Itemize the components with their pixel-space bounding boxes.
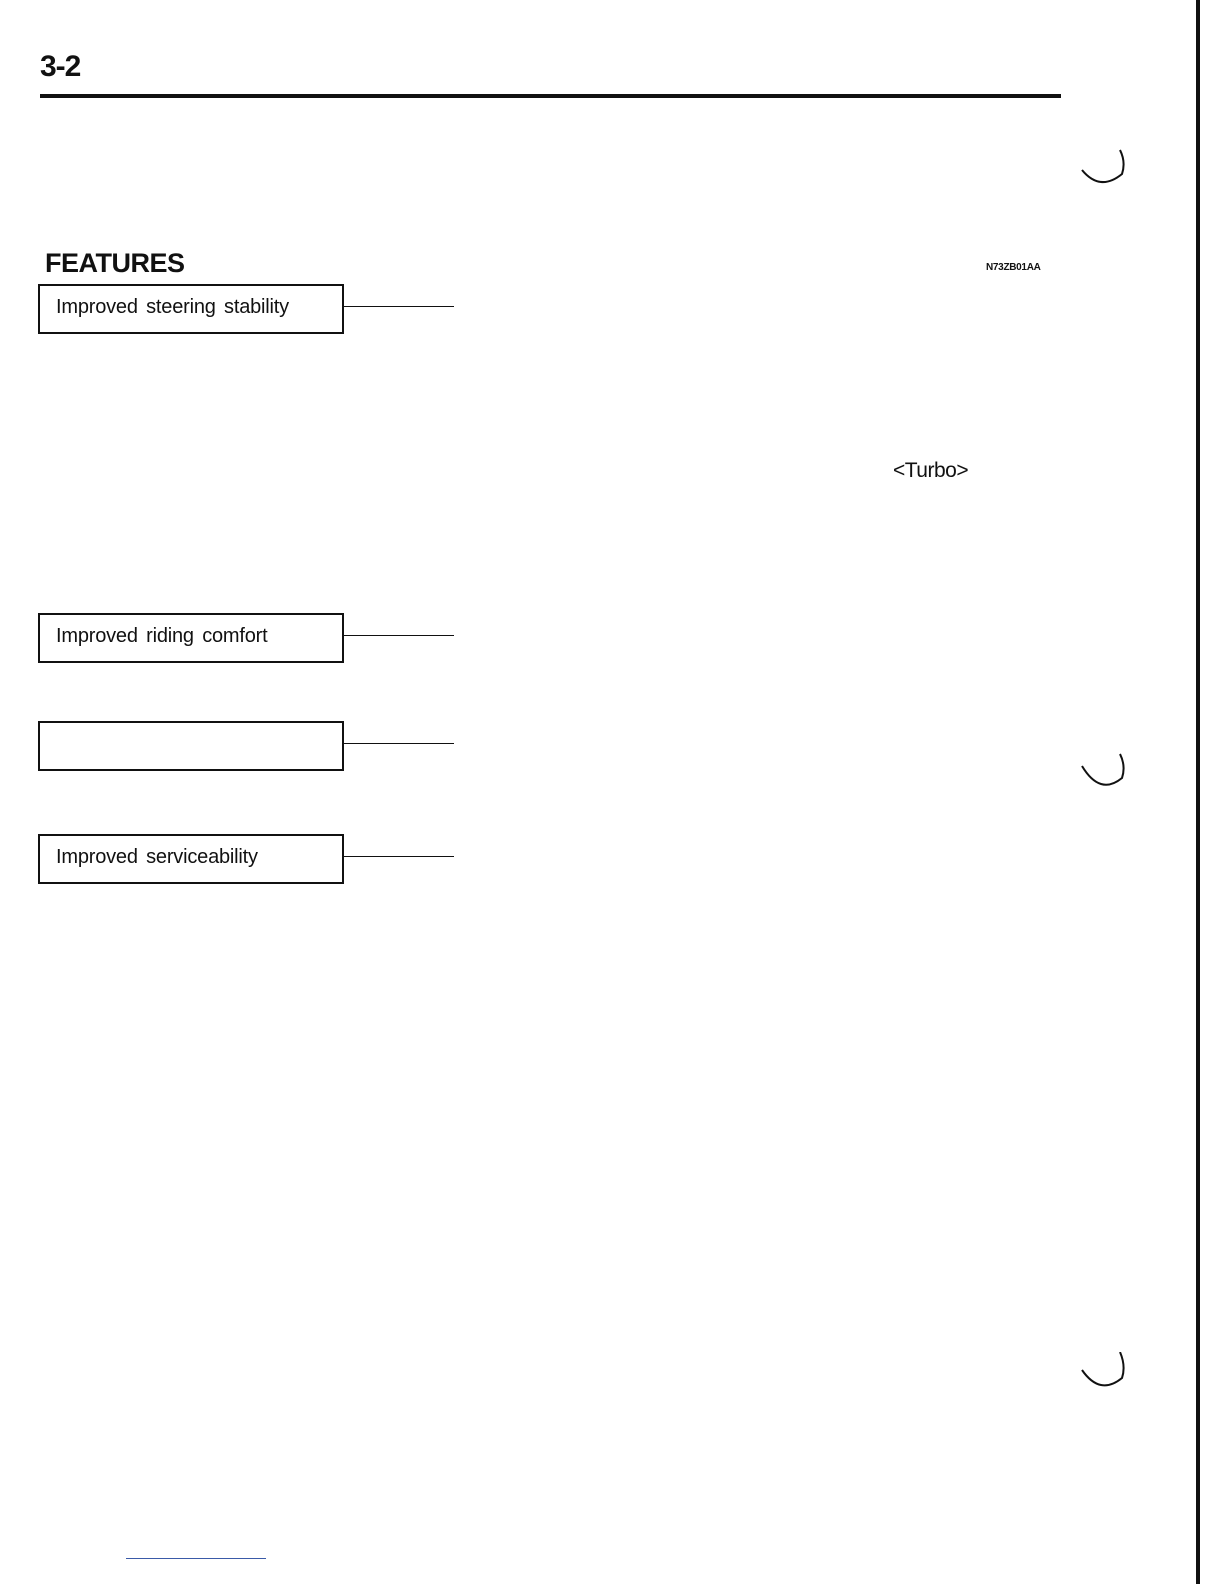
document-code: N73ZB01AA bbox=[986, 262, 1041, 273]
feature-box-steering bbox=[38, 284, 344, 334]
punch-hole-icon bbox=[1080, 148, 1128, 188]
connector-line-blank bbox=[342, 743, 454, 744]
feature-label-steering: Improved steering stability bbox=[56, 296, 289, 318]
feature-box-service bbox=[38, 834, 344, 884]
header-rule bbox=[40, 94, 1061, 98]
feature-label-service: Improved serviceability bbox=[56, 846, 258, 868]
punch-hole-icon bbox=[1080, 1352, 1128, 1392]
connector-line-steering bbox=[342, 306, 454, 307]
footer-rule bbox=[126, 1558, 266, 1559]
feature-box-blank bbox=[38, 721, 344, 771]
connector-line-service bbox=[342, 856, 454, 857]
feature-label-riding: Improved riding comfort bbox=[56, 625, 268, 647]
feature-box-riding bbox=[38, 613, 344, 663]
binder-edge bbox=[1196, 0, 1200, 1584]
section-title: FEATURES bbox=[45, 248, 185, 278]
punch-hole-icon bbox=[1080, 752, 1128, 792]
page-number: 3-2 bbox=[40, 50, 81, 83]
turbo-note: <Turbo> bbox=[893, 459, 969, 482]
connector-line-riding bbox=[342, 635, 454, 636]
